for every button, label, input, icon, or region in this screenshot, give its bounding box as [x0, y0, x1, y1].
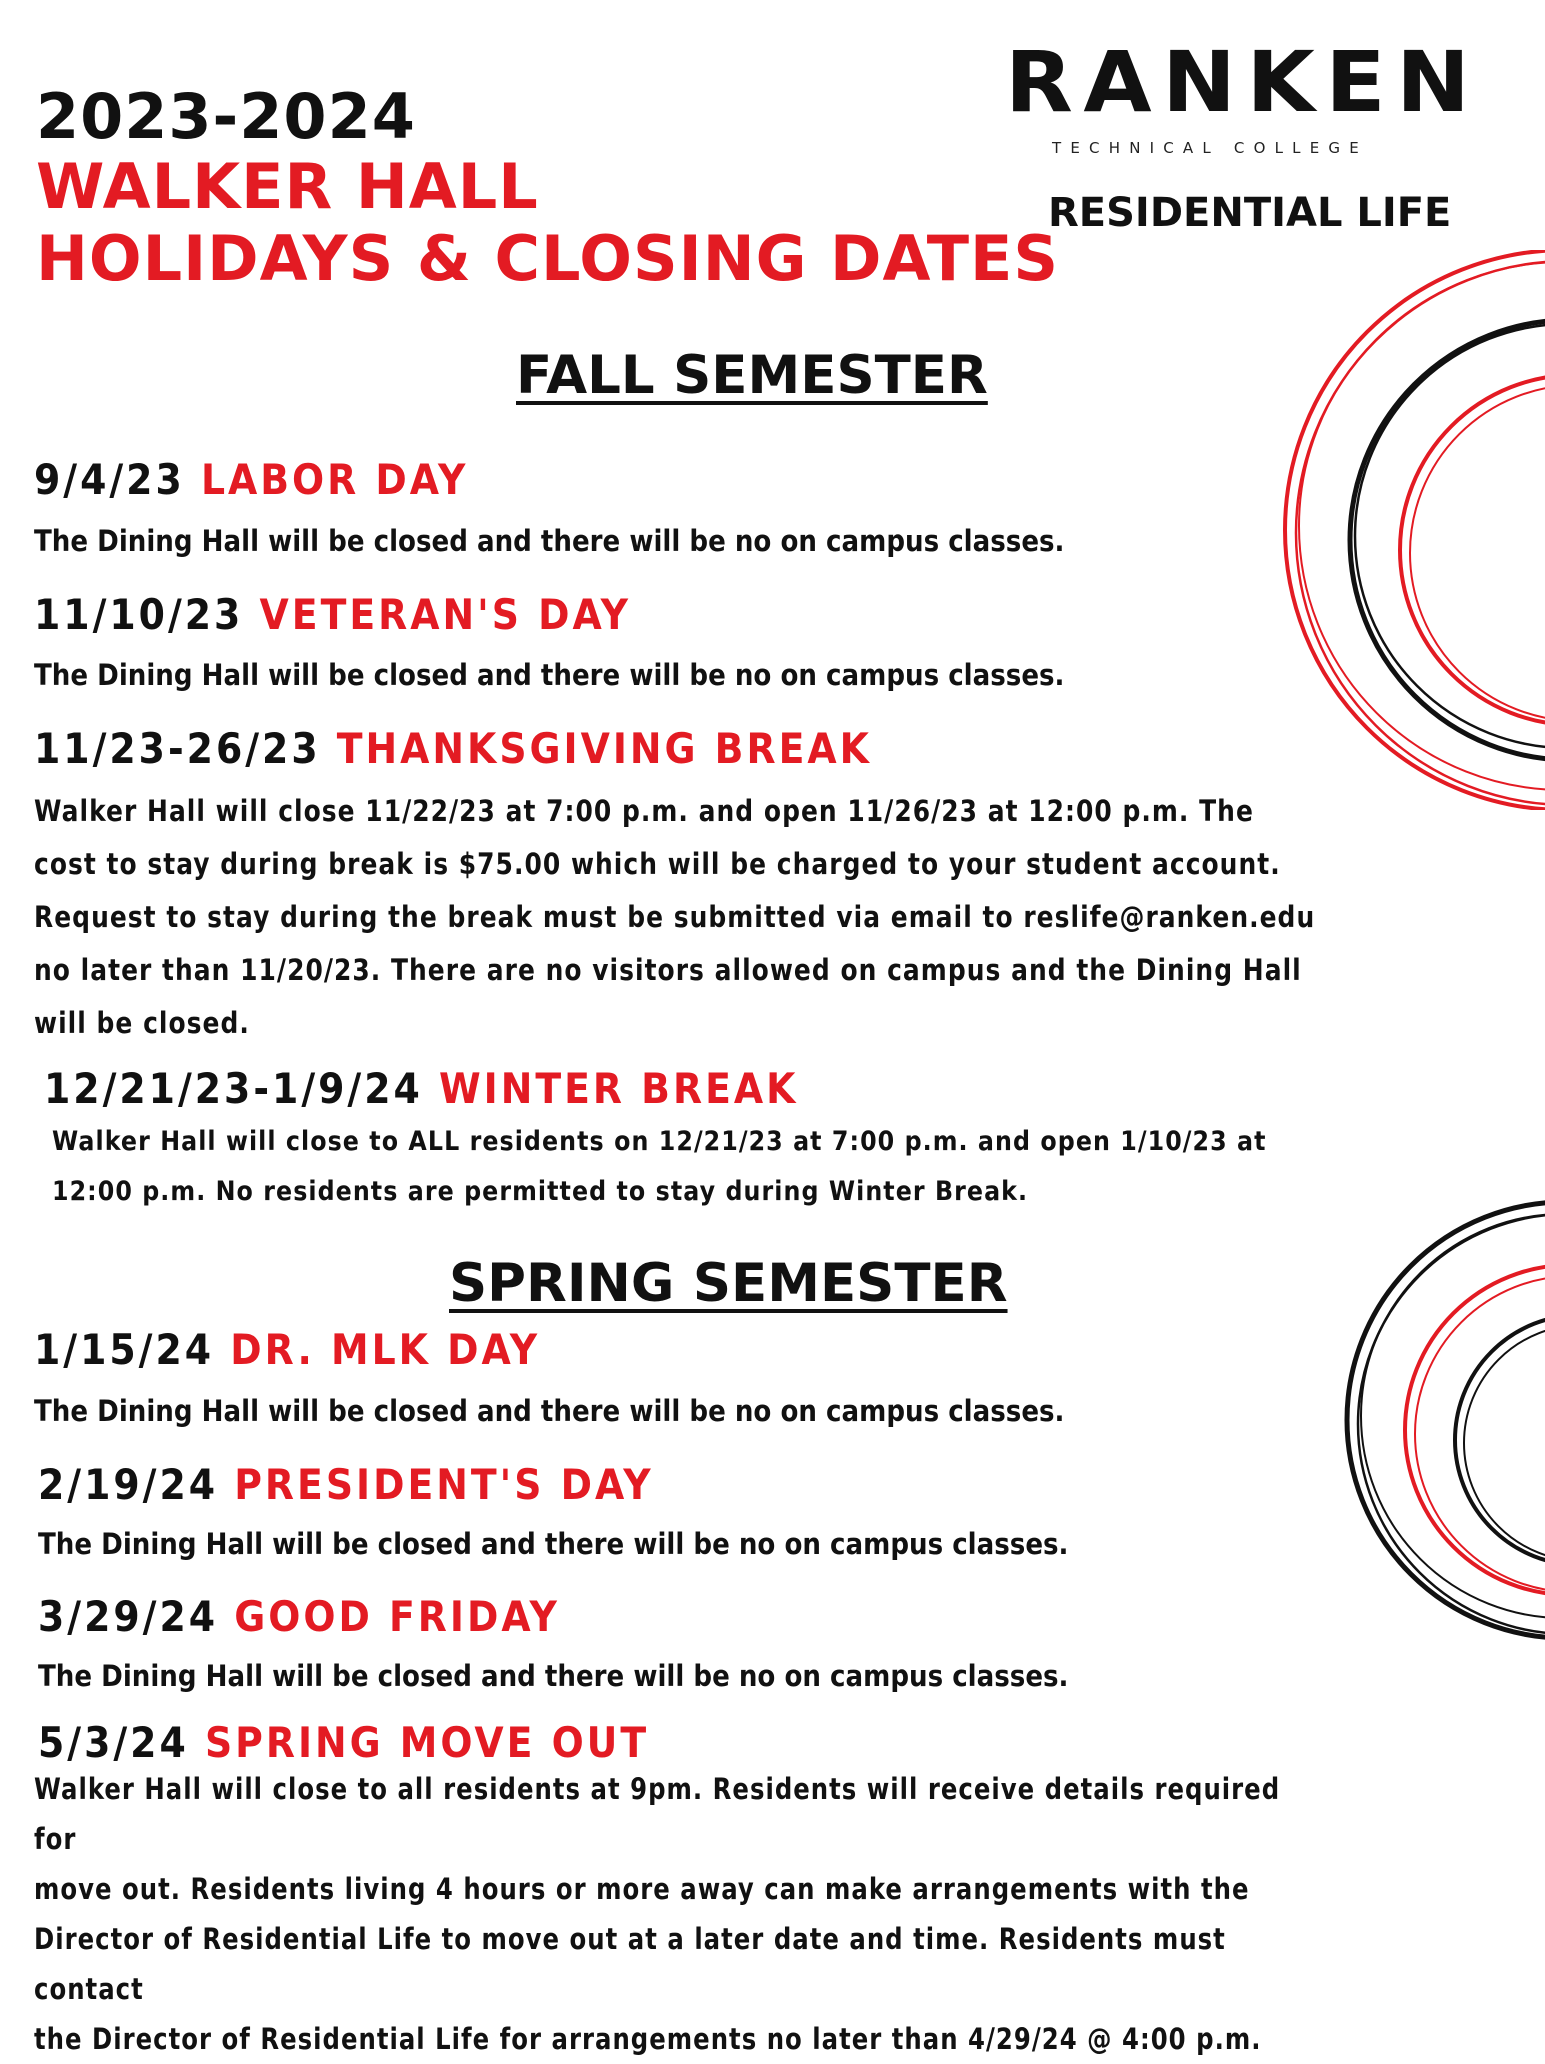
event-name: GOOD FRIDAY: [234, 1592, 560, 1641]
logo-subtitle: TECHNICAL COLLEGE: [1052, 139, 1368, 157]
fall-semester-heading: FALL SEMESTER: [516, 345, 988, 406]
event-winter-break-body: Walker Hall will close to ALL residents on 12/21/23 at 7:00 p.m. and open 1/10/23 at 12:00 p.m. No residents are permitted to stay during Winter Break.: [52, 1126, 1267, 1207]
event-veterans-day-body: The Dining Hall will be closed and there will be no on campus classes.: [34, 658, 1065, 692]
event-veterans-day-heading: [34, 590, 631, 639]
event-date: 12/21/23-1/9/24: [44, 1064, 423, 1113]
event-good-friday-heading: [38, 1592, 560, 1641]
event-name: WINTER BREAK: [438, 1064, 799, 1113]
event-date: 2/19/24: [38, 1460, 219, 1509]
event-date: 1/15/24: [34, 1325, 215, 1374]
decorative-circles-bottom: [1235, 1200, 1545, 1640]
event-name: VETERAN'S DAY: [259, 590, 632, 639]
event-name: LABOR DAY: [200, 455, 469, 504]
title-walker-hall: WALKER HALL: [36, 150, 539, 223]
department-name: RESIDENTIAL LIFE: [1048, 190, 1452, 236]
event-move-out-heading: [38, 1718, 649, 1767]
event-winter-break-heading: [44, 1064, 798, 1113]
event-name: PRESIDENT'S DAY: [234, 1460, 654, 1509]
event-presidents-day-heading: [38, 1460, 654, 1509]
event-name: SPRING MOVE OUT: [204, 1718, 650, 1767]
event-mlk-day-heading: [34, 1325, 540, 1374]
event-labor-day-body: The Dining Hall will be closed and there will be no on campus classes.: [34, 524, 1065, 558]
event-name: THANKSGIVING BREAK: [336, 724, 872, 773]
event-date: 9/4/23: [34, 455, 185, 504]
decorative-circles-top: [1245, 250, 1545, 810]
event-thanksgiving-body: Walker Hall will close 11/22/23 at 7:00 p.m. and open 11/26/23 at 12:00 p.m. The cost to stay during break is $75.00 which will be charged to your student account. Request to stay during the break must be submitted via email to reslife@ranken.edu no later than 11/20/23. There are no visitors allowed on campus and the Dining Hall will be closed.: [34, 794, 1316, 1040]
event-date: 11/10/23: [34, 590, 244, 639]
ranken-logo: RANKEN: [1005, 33, 1481, 131]
event-thanksgiving-heading: [34, 724, 872, 773]
title-holidays: HOLIDAYS & CLOSING DATES: [36, 222, 1059, 295]
event-date: 5/3/24: [38, 1718, 189, 1767]
event-name: DR. MLK DAY: [230, 1325, 541, 1374]
event-date: 11/23-26/23: [34, 724, 321, 773]
event-good-friday-body: The Dining Hall will be closed and there will be no on campus classes.: [38, 1659, 1069, 1693]
event-labor-day-heading: [34, 455, 468, 504]
event-date: 3/29/24: [38, 1592, 219, 1641]
title-year: 2023-2024: [36, 80, 416, 153]
event-move-out-body: Walker Hall will close to all residents at 9pm. Residents will receive details required for move out. Residents living 4 hours or more away can make arrangements with the Director of Residential Life to move out at a later date and time. Residents must contact the Director of Residential Life for arrangements no later than 4/29/24 @ 4:00 p.m.: [34, 1772, 1281, 2056]
event-mlk-day-body: The Dining Hall will be closed and there will be no on campus classes.: [34, 1394, 1065, 1428]
event-presidents-day-body: The Dining Hall will be closed and there will be no on campus classes.: [38, 1527, 1069, 1561]
spring-semester-heading: SPRING SEMESTER: [449, 1253, 1008, 1314]
